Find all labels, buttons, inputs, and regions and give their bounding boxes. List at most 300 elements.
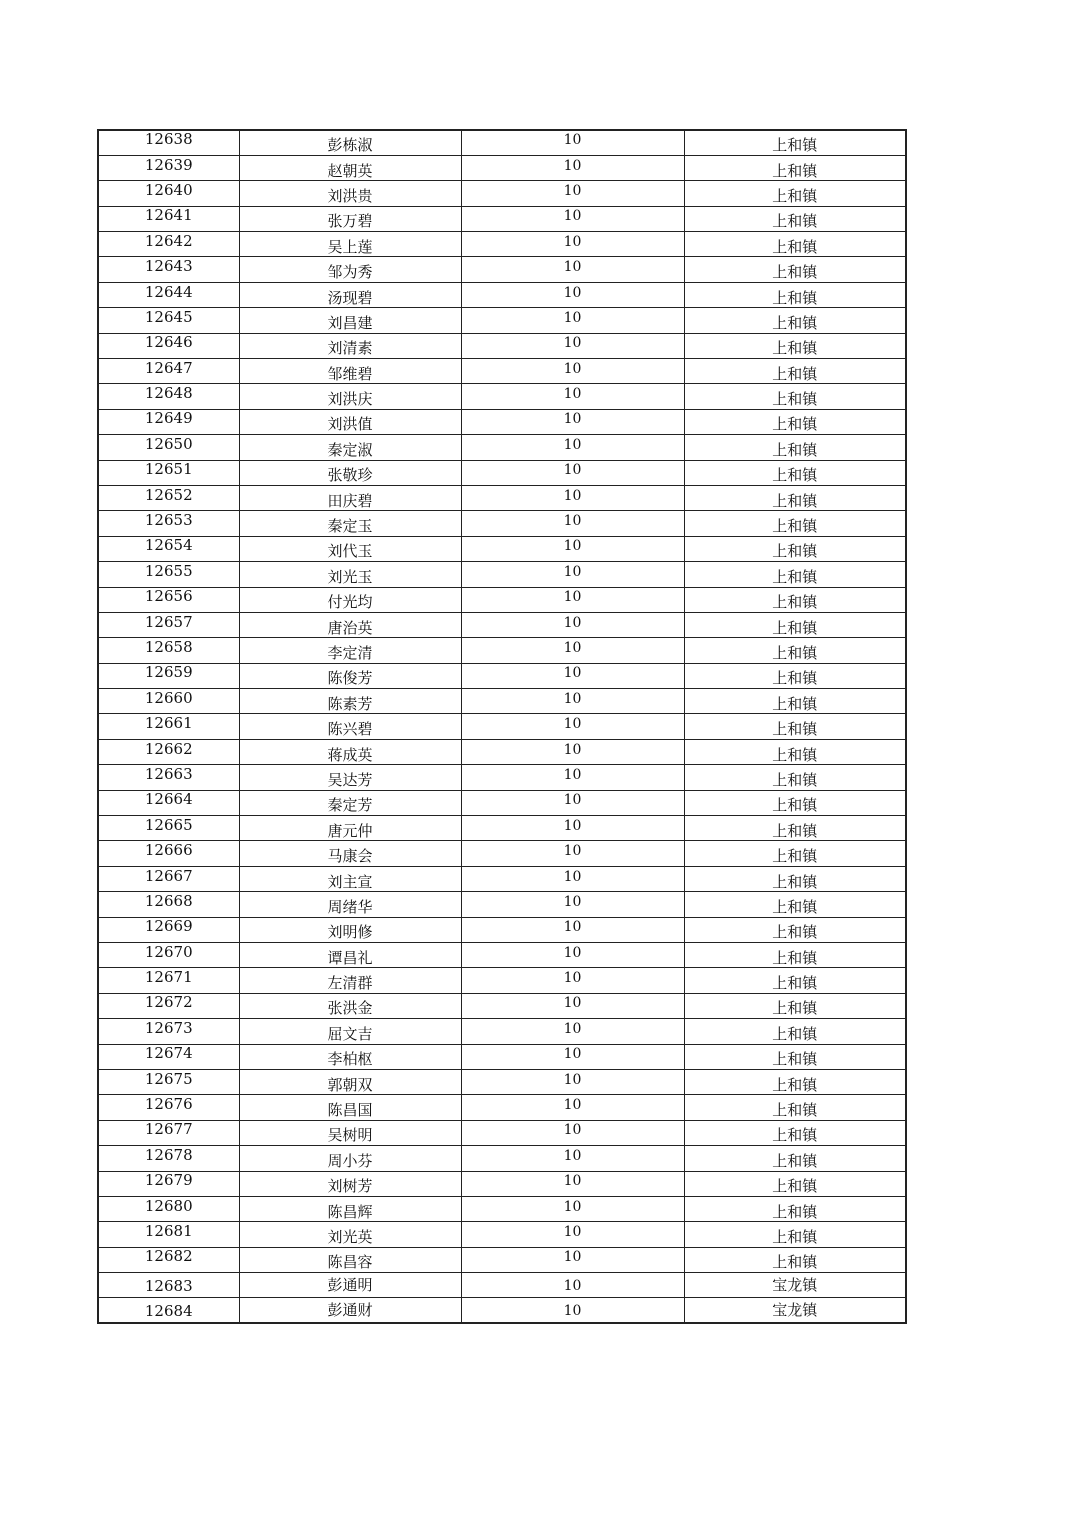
town-cell-text: 上和镇 [772, 974, 818, 993]
town-cell [684, 1196, 906, 1221]
name-cell [239, 435, 461, 460]
town-cell-text: 上和镇 [772, 1050, 818, 1069]
name-cell-text: 刘清素 [327, 339, 373, 358]
row-id-cell-text: 12680 [144, 1196, 193, 1215]
table-row [98, 536, 906, 561]
name-cell-text: 田庆碧 [327, 491, 373, 510]
row-id-cell-text: 12669 [144, 917, 193, 936]
score-cell [461, 130, 684, 155]
name-cell-text: 刘主宣 [327, 872, 373, 891]
town-cell-text: 上和镇 [772, 186, 818, 205]
town-cell [684, 1247, 906, 1272]
town-cell-text: 上和镇 [772, 364, 818, 383]
score-cell [461, 536, 684, 561]
table-row [98, 1222, 906, 1247]
name-cell-text: 付光均 [327, 593, 373, 612]
table-row [98, 739, 906, 764]
score-cell [461, 1196, 684, 1221]
name-cell [239, 232, 461, 257]
table-row [98, 714, 906, 739]
name-cell-text: 秦定芳 [327, 796, 373, 815]
score-cell-text: 10 [563, 1071, 582, 1088]
town-cell [684, 206, 906, 231]
name-cell-text: 李定清 [327, 644, 373, 662]
score-cell-text: 10 [563, 995, 582, 1012]
score-cell [461, 917, 684, 942]
town-cell-text: 上和镇 [772, 1253, 818, 1272]
row-id-cell [98, 892, 239, 917]
row-id-cell [98, 1247, 239, 1272]
name-cell-text: 张敬珍 [327, 466, 373, 485]
row-id-cell [98, 1222, 239, 1247]
town-cell-text: 上和镇 [772, 1024, 818, 1043]
score-cell [461, 155, 684, 180]
town-cell-text: 上和镇 [772, 263, 818, 282]
row-id-cell-text: 12656 [144, 587, 193, 606]
name-cell [239, 1196, 461, 1221]
score-cell-text: 10 [563, 614, 582, 631]
score-cell-text: 10 [563, 411, 582, 428]
row-id-cell [98, 206, 239, 231]
name-cell [239, 790, 461, 815]
name-cell-text: 陈昌国 [327, 1101, 373, 1120]
table-row [98, 333, 906, 358]
name-cell-text: 郭朝双 [327, 1075, 373, 1094]
name-cell [239, 511, 461, 536]
name-cell [239, 765, 461, 790]
row-id-cell [98, 333, 239, 358]
name-cell [239, 536, 461, 561]
score-cell-text: 10 [563, 1122, 582, 1139]
row-id-cell [98, 511, 239, 536]
row-id-cell-text: 12663 [144, 764, 193, 783]
town-cell-text: 上和镇 [772, 923, 818, 942]
row-id-cell-text: 12654 [144, 536, 193, 555]
town-cell-text: 上和镇 [772, 212, 818, 231]
row-id-cell [98, 866, 239, 891]
row-id-cell [98, 993, 239, 1018]
table-row [98, 1044, 906, 1069]
table-row [98, 1273, 906, 1298]
row-id-cell [98, 917, 239, 942]
row-id-cell [98, 282, 239, 307]
row-id-cell-text: 12655 [144, 561, 193, 580]
town-cell-text: 上和镇 [772, 720, 818, 739]
name-cell [239, 384, 461, 409]
score-cell [461, 1273, 684, 1298]
name-cell [239, 689, 461, 714]
score-cell-text: 10 [563, 1223, 582, 1240]
town-cell [684, 1044, 906, 1069]
name-cell [239, 282, 461, 307]
town-cell [684, 587, 906, 612]
table-row [98, 612, 906, 637]
town-cell-text: 上和镇 [772, 161, 818, 180]
town-cell [684, 1069, 906, 1094]
score-cell [461, 232, 684, 257]
score-cell [461, 1095, 684, 1120]
town-cell-text: 上和镇 [772, 1202, 818, 1221]
name-cell-text: 张洪金 [327, 999, 373, 1018]
name-cell [239, 892, 461, 917]
name-cell [239, 257, 461, 282]
score-cell-text: 10 [563, 1147, 582, 1164]
row-id-cell-text: 12647 [144, 358, 193, 377]
town-cell [684, 993, 906, 1018]
row-id-cell [98, 714, 239, 739]
row-id-cell [98, 816, 239, 841]
score-cell-text: 10 [563, 182, 582, 199]
name-cell [239, 739, 461, 764]
name-cell [239, 943, 461, 968]
score-cell-text: 10 [563, 589, 582, 606]
row-id-cell [98, 536, 239, 561]
town-cell [684, 1273, 906, 1298]
name-cell-text: 秦定玉 [327, 517, 373, 536]
town-cell-text: 上和镇 [772, 770, 818, 789]
row-id-cell [98, 1069, 239, 1094]
name-cell-text: 赵朝英 [327, 161, 373, 180]
row-id-cell [98, 841, 239, 866]
row-id-cell [98, 790, 239, 815]
row-id-cell-text: 12652 [144, 485, 193, 504]
town-cell-text: 上和镇 [772, 948, 818, 967]
name-cell-text: 邹为秀 [327, 263, 373, 282]
table-row [98, 1095, 906, 1120]
score-cell [461, 612, 684, 637]
score-cell-text: 10 [563, 462, 582, 479]
score-cell [461, 587, 684, 612]
town-cell-text: 上和镇 [772, 339, 818, 358]
score-cell-text: 10 [563, 944, 582, 961]
row-id-cell [98, 181, 239, 206]
row-id-cell [98, 257, 239, 282]
row-id-cell [98, 1298, 239, 1323]
score-cell [461, 638, 684, 663]
name-cell-text: 刘树芳 [327, 1177, 373, 1196]
town-cell [684, 765, 906, 790]
row-id-cell-text: 12651 [144, 460, 193, 479]
row-id-cell-text: 12664 [144, 790, 193, 809]
row-id-cell-text: 12638 [144, 130, 193, 149]
name-cell-text: 陈俊芳 [327, 669, 373, 688]
town-cell [684, 892, 906, 917]
name-cell-text: 唐元仲 [327, 821, 373, 840]
score-cell [461, 282, 684, 307]
town-cell [684, 612, 906, 637]
name-cell [239, 130, 461, 155]
name-cell [239, 460, 461, 485]
table-body [98, 130, 906, 1323]
score-cell [461, 1069, 684, 1094]
town-cell-text: 上和镇 [772, 1101, 818, 1120]
row-id-cell [98, 1196, 239, 1221]
name-cell [239, 1298, 461, 1323]
score-cell [461, 562, 684, 587]
name-cell [239, 1273, 461, 1298]
score-cell [461, 1019, 684, 1044]
name-cell [239, 1247, 461, 1272]
name-cell-text: 陈素芳 [327, 694, 373, 713]
table-row [98, 1247, 906, 1272]
name-cell [239, 638, 461, 663]
table-row [98, 943, 906, 968]
town-cell [684, 1171, 906, 1196]
table-row [98, 790, 906, 815]
score-cell [461, 993, 684, 1018]
score-cell-text: 10 [563, 208, 582, 225]
town-cell [684, 232, 906, 257]
table-row [98, 1069, 906, 1094]
town-cell [684, 943, 906, 968]
row-id-cell-text: 12683 [144, 1276, 193, 1295]
score-cell [461, 206, 684, 231]
town-cell-text: 上和镇 [772, 491, 818, 510]
name-cell-text: 蒋成英 [327, 745, 373, 764]
row-id-cell-text: 12657 [144, 612, 193, 631]
row-id-cell [98, 765, 239, 790]
table-row [98, 460, 906, 485]
score-cell [461, 384, 684, 409]
name-cell [239, 714, 461, 739]
score-cell [461, 841, 684, 866]
table-row [98, 130, 906, 155]
name-cell-text: 彭通明 [327, 1275, 373, 1294]
row-id-cell-text: 12679 [144, 1171, 193, 1190]
town-cell [684, 917, 906, 942]
name-cell-text: 屈文吉 [327, 1024, 373, 1043]
name-cell-text: 刘光玉 [327, 567, 373, 586]
town-cell-text: 上和镇 [772, 897, 818, 916]
row-id-cell-text: 12670 [144, 942, 193, 961]
row-id-cell [98, 1044, 239, 1069]
score-cell-text: 10 [563, 335, 582, 352]
town-cell-text: 上和镇 [772, 745, 818, 764]
row-id-cell-text: 12645 [144, 307, 193, 326]
name-cell-text: 陈昌辉 [327, 1202, 373, 1221]
score-cell-text: 10 [563, 487, 582, 504]
row-id-cell-text: 12641 [144, 206, 193, 225]
town-cell-text: 上和镇 [772, 796, 818, 815]
score-cell [461, 1298, 684, 1323]
row-id-cell-text: 12661 [144, 714, 193, 733]
name-cell [239, 206, 461, 231]
name-cell [239, 181, 461, 206]
table-row [98, 359, 906, 384]
score-cell-text: 10 [563, 513, 582, 530]
score-cell [461, 1044, 684, 1069]
row-id-cell-text: 12675 [144, 1069, 193, 1088]
name-cell [239, 612, 461, 637]
row-id-cell-text: 12668 [144, 891, 193, 910]
score-cell [461, 689, 684, 714]
table-row [98, 155, 906, 180]
name-cell-text: 吴达芳 [327, 770, 373, 789]
name-cell-text: 谭昌礼 [327, 948, 373, 967]
town-cell-text: 上和镇 [772, 618, 818, 637]
town-cell [684, 1222, 906, 1247]
score-cell-text: 10 [563, 538, 582, 555]
table-row [98, 206, 906, 231]
row-id-cell-text: 12681 [144, 1221, 193, 1240]
table-row [98, 181, 906, 206]
table-row [98, 638, 906, 663]
score-cell [461, 765, 684, 790]
town-cell [684, 968, 906, 993]
row-id-cell-text: 12643 [144, 257, 193, 276]
row-id-cell [98, 1019, 239, 1044]
row-id-cell [98, 663, 239, 688]
name-cell-text: 彭通财 [327, 1300, 373, 1319]
score-cell [461, 485, 684, 510]
town-cell-text: 上和镇 [772, 1126, 818, 1145]
town-cell-text: 上和镇 [772, 237, 818, 256]
row-id-cell-text: 12644 [144, 282, 193, 301]
name-cell [239, 359, 461, 384]
town-cell [684, 282, 906, 307]
table-row [98, 384, 906, 409]
row-id-cell-text: 12665 [144, 815, 193, 834]
score-cell [461, 1120, 684, 1145]
town-cell-text: 上和镇 [772, 313, 818, 332]
name-cell-text: 刘代玉 [327, 542, 373, 561]
name-cell-text: 吴树明 [327, 1126, 373, 1145]
score-cell [461, 409, 684, 434]
score-cell-text: 10 [563, 741, 582, 758]
town-cell-text: 宝龙镇 [772, 1300, 818, 1319]
name-cell-text: 左清群 [327, 974, 373, 993]
town-cell [684, 739, 906, 764]
score-cell [461, 333, 684, 358]
score-cell-text: 10 [563, 970, 582, 987]
table-row [98, 917, 906, 942]
score-cell [461, 892, 684, 917]
name-cell [239, 993, 461, 1018]
name-cell-text: 刘洪庆 [327, 390, 373, 409]
row-id-cell-text: 12646 [144, 333, 193, 352]
town-cell [684, 638, 906, 663]
town-cell-text: 上和镇 [772, 1151, 818, 1170]
town-cell-text: 上和镇 [772, 821, 818, 840]
score-cell-text: 10 [563, 665, 582, 682]
score-cell [461, 1247, 684, 1272]
score-cell-text: 10 [563, 1277, 582, 1294]
row-id-cell [98, 308, 239, 333]
name-cell [239, 841, 461, 866]
table-row [98, 511, 906, 536]
name-cell-text: 刘洪值 [327, 415, 373, 434]
score-cell-text: 10 [563, 1249, 582, 1266]
table-row [98, 1019, 906, 1044]
town-cell [684, 308, 906, 333]
row-id-cell-text: 12684 [144, 1301, 193, 1320]
name-cell-text: 李柏枢 [327, 1050, 373, 1069]
name-cell-text: 陈兴碧 [327, 720, 373, 739]
town-cell [684, 1095, 906, 1120]
score-cell [461, 181, 684, 206]
town-cell-text: 上和镇 [772, 1177, 818, 1196]
name-cell [239, 1222, 461, 1247]
row-id-cell [98, 409, 239, 434]
row-id-cell [98, 1273, 239, 1298]
table-row [98, 1298, 906, 1323]
row-id-cell [98, 638, 239, 663]
name-cell [239, 663, 461, 688]
score-cell-text: 10 [563, 1046, 582, 1063]
name-cell [239, 1171, 461, 1196]
row-id-cell-text: 12667 [144, 866, 193, 885]
score-cell-text: 10 [563, 766, 582, 783]
table-row [98, 485, 906, 510]
town-cell [684, 333, 906, 358]
town-cell [684, 689, 906, 714]
score-cell-text: 10 [563, 893, 582, 910]
score-cell-text: 10 [563, 1097, 582, 1114]
score-cell [461, 866, 684, 891]
row-id-cell [98, 155, 239, 180]
town-cell-text: 上和镇 [772, 644, 818, 662]
score-cell [461, 359, 684, 384]
row-id-cell [98, 968, 239, 993]
score-cell [461, 460, 684, 485]
table-row [98, 866, 906, 891]
score-cell-text: 10 [563, 259, 582, 276]
name-cell [239, 1019, 461, 1044]
name-cell-text: 唐治英 [327, 618, 373, 637]
name-cell-text: 彭栋淑 [327, 136, 373, 155]
score-cell [461, 1171, 684, 1196]
table-row [98, 232, 906, 257]
table-row [98, 1146, 906, 1171]
name-cell [239, 409, 461, 434]
row-id-cell [98, 485, 239, 510]
name-cell-text: 刘洪贵 [327, 186, 373, 205]
town-cell [684, 181, 906, 206]
row-id-cell-text: 12640 [144, 180, 193, 199]
row-id-cell-text: 12648 [144, 384, 193, 403]
town-cell-text: 上和镇 [772, 847, 818, 866]
row-id-cell-text: 12671 [144, 968, 193, 987]
row-id-cell [98, 562, 239, 587]
row-id-cell-text: 12642 [144, 231, 193, 250]
name-cell-text: 刘昌建 [327, 313, 373, 332]
town-cell-text: 上和镇 [772, 542, 818, 561]
score-cell-text: 10 [563, 284, 582, 301]
score-cell-text: 10 [563, 1198, 582, 1215]
table-row [98, 993, 906, 1018]
town-cell [684, 714, 906, 739]
town-cell-text: 上和镇 [772, 872, 818, 891]
town-cell-text: 上和镇 [772, 999, 818, 1018]
row-id-cell [98, 587, 239, 612]
score-cell-text: 10 [563, 792, 582, 809]
name-cell-text: 汤现碧 [327, 288, 373, 307]
name-cell [239, 485, 461, 510]
row-id-cell-text: 12666 [144, 841, 193, 860]
town-cell-text: 上和镇 [772, 1227, 818, 1246]
data-table [97, 129, 907, 1324]
town-cell [684, 536, 906, 561]
row-id-cell [98, 612, 239, 637]
name-cell-text: 周小芬 [327, 1151, 373, 1170]
town-cell [684, 1146, 906, 1171]
table-row [98, 765, 906, 790]
score-cell [461, 943, 684, 968]
table-row [98, 892, 906, 917]
score-cell-text: 10 [563, 817, 582, 834]
town-cell [684, 790, 906, 815]
row-id-cell-text: 12676 [144, 1095, 193, 1114]
